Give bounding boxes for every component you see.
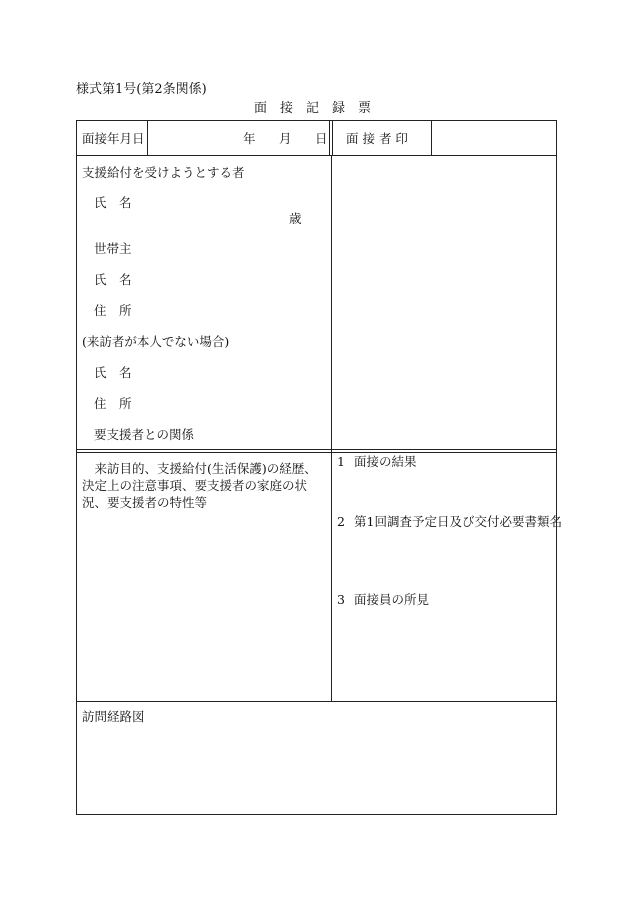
- applicant-address-label: 住 所: [94, 303, 132, 318]
- household-head-label: 世帯主: [94, 241, 132, 256]
- age-unit: 歳: [289, 211, 302, 226]
- double-line-top: [76, 449, 557, 450]
- year-unit: 年: [243, 131, 256, 146]
- interviewer-seal-label: 面 接 者 印: [346, 131, 408, 146]
- purpose-text: 来訪目的、支援給付(生活保護)の経歴、決定上の注意事項、要支援者の家庭の状況、要支援者の特性等: [82, 461, 317, 510]
- route-top-line: [76, 701, 557, 702]
- month-unit: 月: [279, 131, 292, 146]
- day-unit: 日: [315, 131, 328, 146]
- opinion-number: 3: [337, 592, 345, 607]
- applicant-name-label: 氏 名: [94, 195, 132, 210]
- date-label-divider: [147, 120, 148, 155]
- opinion-label: 面接員の所見: [354, 592, 430, 607]
- result-number: 1: [337, 454, 345, 469]
- interview-date-label: 面接年月日: [82, 131, 145, 146]
- row1-bottom-line: [76, 155, 557, 156]
- form-number: 様式第1号(第2条関係): [76, 82, 207, 97]
- applicant-section-title: 支援給付を受けようとする者: [82, 165, 245, 180]
- result-label: 面接の結果: [354, 454, 417, 469]
- visitor-name-label: 氏 名: [94, 365, 132, 380]
- page-title: 面 接 記 録 票: [254, 101, 372, 116]
- household-head-name-label: 氏 名: [94, 272, 132, 287]
- schedule-number: 2: [337, 514, 345, 529]
- relation-label: 要支援者との関係: [94, 427, 195, 442]
- date-right-line-2: [332, 120, 333, 155]
- route-map-label: 訪問経路図: [82, 709, 145, 724]
- schedule-label: 第1回調査予定日及び交付必要書類名: [354, 514, 562, 529]
- double-line-bottom: [76, 452, 557, 453]
- date-right-line-1: [329, 120, 330, 155]
- seal-label-divider: [431, 120, 432, 155]
- visitor-address-label: 住 所: [94, 396, 132, 411]
- visitor-section-title: (来訪者が本人でない場合): [82, 334, 230, 349]
- middle-divider: [331, 155, 332, 701]
